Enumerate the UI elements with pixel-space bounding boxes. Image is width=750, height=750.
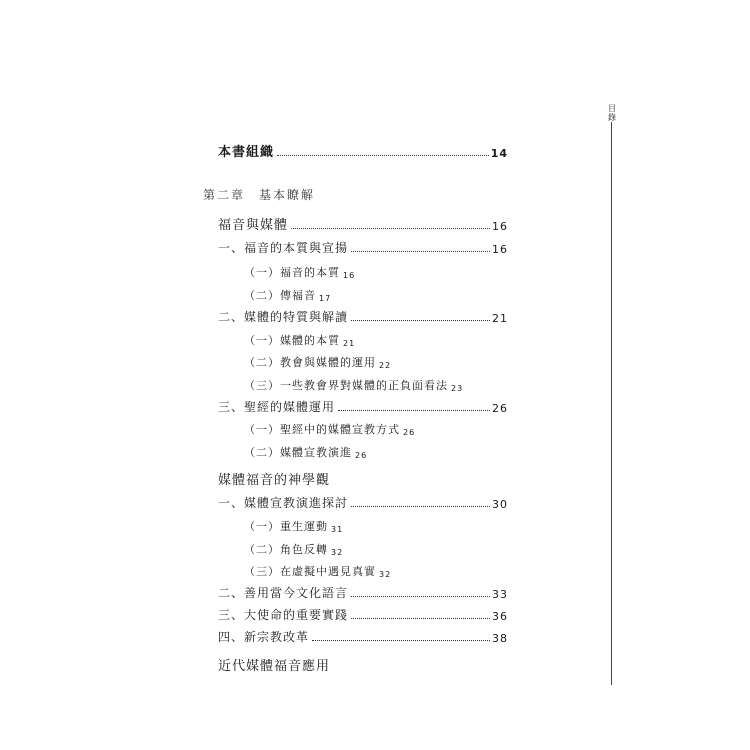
toc-entry-page: 32 — [379, 570, 392, 579]
toc-entry-page: 26 — [403, 428, 416, 437]
toc-entry-page: 30 — [492, 498, 508, 511]
toc-entry-title: （二）教會與媒體的運用 — [244, 356, 376, 369]
toc-entry — [218, 142, 508, 160]
toc-entry-page: 16 — [492, 243, 508, 256]
toc-entry-page: 21 — [492, 312, 508, 325]
toc-entry — [244, 375, 463, 393]
toc-entry — [218, 307, 508, 325]
toc-entry-title: 四、新宗教改革 — [218, 630, 310, 644]
toc-entry — [218, 493, 508, 511]
dot-leader — [312, 640, 490, 641]
toc-entry-page: 16 — [343, 271, 356, 280]
toc-entry-title: （二）傳福音 — [244, 289, 316, 302]
toc-entry-page: 14 — [490, 147, 508, 160]
toc-entry-title: （一）福音的本質 — [244, 266, 340, 279]
toc-entry — [218, 397, 508, 415]
toc-entry-title: （二）媒體宣教演進 — [244, 446, 352, 459]
toc-entry-title: 近代媒體福音應用 — [218, 659, 331, 674]
toc-entry — [244, 516, 343, 534]
toc-entry — [244, 352, 391, 370]
toc-entry-title: 三、聖經的媒體運用 — [218, 400, 336, 414]
dot-leader — [291, 228, 490, 229]
toc-entry-page: 21 — [343, 339, 356, 348]
toc-entry — [218, 238, 508, 256]
dot-leader — [351, 596, 490, 597]
toc-entry-page: 36 — [492, 610, 508, 623]
toc-entry-title: 三、大使命的重要實踐 — [218, 608, 349, 622]
toc-entry-page: 33 — [492, 588, 508, 601]
toc-entry-page: 23 — [451, 384, 464, 393]
dot-leader — [338, 410, 490, 411]
toc-entry-title: 一、媒體宣教演進探討 — [218, 496, 349, 510]
toc-entry-page: 31 — [331, 525, 344, 534]
toc-entry-title: （一）聖經中的媒體宣教方式 — [244, 423, 400, 436]
toc-entry — [244, 539, 343, 557]
toc-entry-title: （一）媒體的本質 — [244, 334, 340, 347]
toc-entry — [218, 627, 508, 645]
toc-entry — [244, 419, 415, 437]
toc-entry-title: （一）重生運動 — [244, 520, 328, 533]
toc-entry-page: 26 — [355, 451, 368, 460]
toc-entry-page: 26 — [492, 402, 508, 415]
toc-entry — [244, 285, 331, 303]
toc-entry-title: 本書組織 — [218, 145, 275, 160]
dot-leader — [351, 320, 490, 321]
toc-entry-page: 17 — [319, 294, 332, 303]
toc-section-heading — [218, 656, 330, 674]
toc-entry — [244, 330, 355, 348]
toc-entry-page: 16 — [492, 220, 508, 233]
toc-entry — [218, 215, 508, 233]
toc-entry-title: 媒體福音的神學觀 — [218, 473, 331, 488]
side-label: 目錄 — [608, 104, 616, 122]
toc-entry-page: 32 — [331, 548, 344, 557]
toc-entry-title: 二、媒體的特質與解讀 — [218, 310, 349, 324]
toc-entry — [244, 442, 367, 460]
toc-entry-title: 一、福音的本質與宣揚 — [218, 241, 349, 255]
toc-entry — [218, 583, 508, 601]
chapter-number: 第二章 — [203, 188, 246, 202]
toc-entry-title: 二、善用當今文化語言 — [218, 586, 349, 600]
dot-leader — [351, 618, 490, 619]
toc-entry-page: 22 — [379, 361, 392, 370]
toc-entry — [244, 262, 355, 280]
toc-entry — [218, 605, 508, 623]
toc-entry-page: 38 — [492, 632, 508, 645]
dot-leader — [351, 251, 490, 252]
toc-entry-title: （二）角色反轉 — [244, 543, 328, 556]
dot-leader — [351, 506, 490, 507]
toc-entry — [244, 561, 391, 579]
toc-entry-title: 福音與媒體 — [218, 218, 289, 233]
dot-leader — [277, 155, 489, 156]
toc-entry-title: （三）在虛擬中遇見真實 — [244, 565, 376, 578]
toc-entry-title: （三）一些教會界對媒體的正負面看法 — [244, 379, 448, 392]
chapter-title: 基本瞭解 — [259, 188, 316, 202]
chapter-heading — [203, 185, 315, 203]
toc-section-heading — [218, 470, 330, 488]
